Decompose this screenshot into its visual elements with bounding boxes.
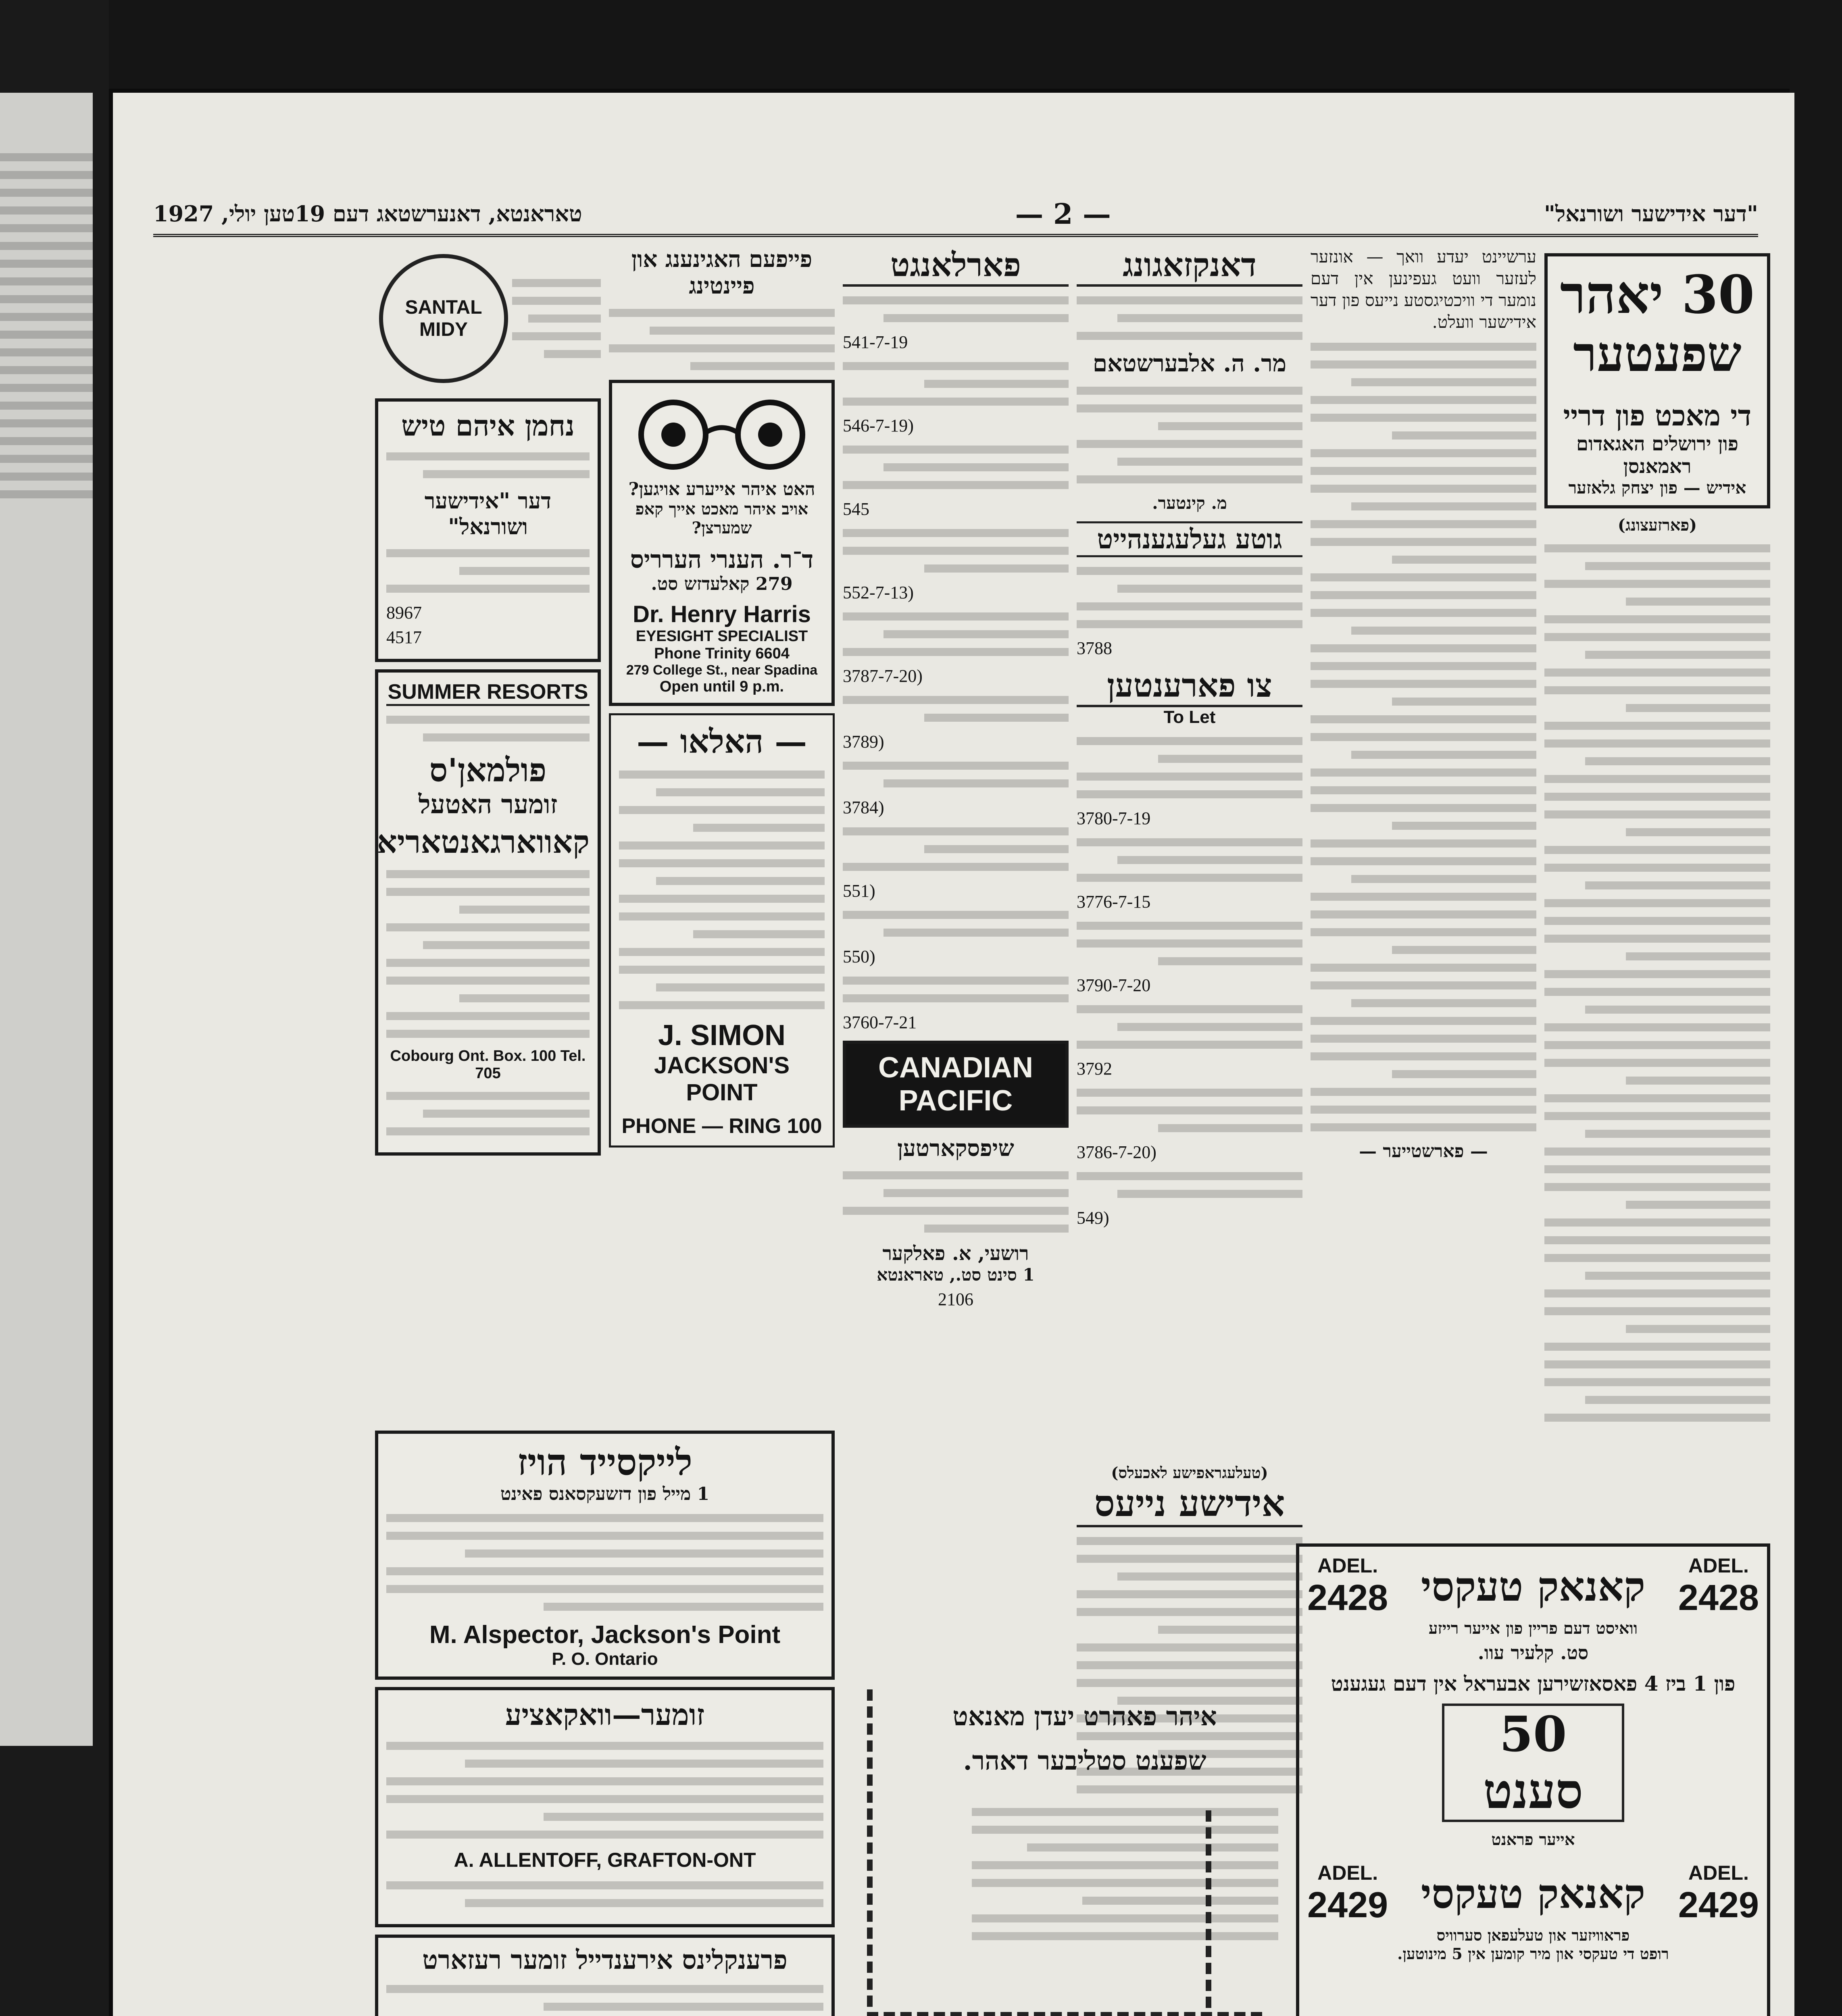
doctor-title: EYESIGHT SPECIALIST [636,628,808,645]
simon-phone: PHONE — RING 100 [621,1114,822,1138]
ad-phone: 3786-7-20) [1077,1142,1156,1162]
doctor-address-heb: 279 קאלעדזש סט. [651,574,793,594]
ad-phone: 3792 [1077,1059,1112,1079]
ad-phone: 541-7-19 [843,332,908,352]
ad-phone: 3788 [1077,638,1112,658]
ad-phone: 3790-7-20 [1077,975,1151,995]
summer-vacation-ad [375,1687,835,1927]
hello-title: — האלאו — [636,723,807,760]
santal-midy-logo [379,254,508,383]
taxi-address: סט. קלעיר עוו. [1477,1642,1589,1664]
cross-ad-line-2: שפענט סטליבער דאהר. [963,1746,1206,1776]
summer-resorts-heading: SUMMER RESORTS [386,680,590,706]
kawartha-title: קאווארגאנטאריא [377,824,590,860]
taxi-ad-box [1296,1543,1770,2016]
taxi-title-1: קאנאק טעקסי [1421,1562,1646,1610]
anniversary-years: 30 יאהר [1560,264,1755,325]
alspector-po: P. O. Ontario [552,1649,658,1669]
eye-doctor-ad [609,380,835,706]
ad-phone: 549) [1077,1208,1109,1228]
thanks-heading: דאנקזאגונג [1077,246,1302,287]
adel-label-right-bottom: ADEL. [1688,1862,1749,1884]
anniversary-box [1544,253,1770,508]
summer-hotel: זומער האטעל [418,789,558,820]
logo-text-1: SANTAL [405,297,482,318]
play-title: די מאכט פון דריי [1563,399,1752,432]
column-4 [843,246,1069,1738]
summer-resorts-box [375,669,601,1156]
taxi-fare-cents: 50 סענט [1442,1704,1624,1822]
editorial-body: ערשיינט יעדע וואך — אונזער לעזער וועט געפינען אין דעם נומער די וויכטיגסטע נייעס פון דער אידישער וועלט. [1311,247,1536,332]
ad-phone: 550) [843,947,875,966]
header-dateline: טאראנטא, דאנערשטאג דעם 19טען יולי, 1927 [153,201,582,227]
doctor-name: Dr. Henry Harris [633,601,811,627]
ad-phone: 3787-7-20) [843,666,923,686]
taxi-footer: אייער פראנט [1491,1830,1575,1849]
franklin-ad [375,1935,835,2016]
cp-address: 1 סינט סט., טאראנטא [877,1265,1035,1285]
adel-number-right-bottom: 2429 [1678,1885,1759,1925]
serial-label: (פארזעצונג) [1617,516,1697,535]
bottom-left-ads [375,1423,835,2016]
cross-ad-line-1: איהר פאהרט יעדן מאנאט [952,1702,1217,1732]
lakeside-title: לייקסייד הויז [517,1441,692,1484]
ad-phone: 3789) [843,732,884,752]
to-let-subheading: To Let [1163,707,1216,727]
ad-phone: 3780-7-19 [1077,808,1151,828]
franklin-title: פרענקלינס אירענדייל זומער רעזארט [422,1945,788,1975]
film-left-edge [0,0,109,2016]
canadian-pacific-ad [843,1041,1069,1128]
eyeglasses-icon [629,394,815,475]
play-subtitle: פון ירושלים האגאדום ראמאנסן [1576,433,1738,478]
cp-phone: 2106 [938,1289,973,1309]
editorial-signature: — פארשטייער — [1359,1141,1488,1162]
pullman-title: פולמאן'ס [429,751,547,789]
eyes-answer: אויב איהר מאכט אייך קאפ שמערצן? [635,500,808,537]
adel-number-left-top: 2428 [1307,1578,1388,1618]
play-writer: אידיש — פון יצחק גלאזער [1568,478,1746,498]
yiddish-news-heading: אידישע נייעס [1077,1482,1302,1527]
lakeside-subtitle: 1 מייל פון דזשעקסאנס פאינט [500,1484,710,1504]
simon-name: J. SIMON [658,1019,786,1052]
newspaper-page [113,93,1794,2016]
taxi-fare-line: פון 1 ביז 4 פאסאזשירען אבעראל אין דעם געגענט [1331,1672,1736,1695]
journal-phone-2: 4517 [386,627,422,647]
journal-subscription-ad [375,398,601,662]
cross-border-ad [843,1665,1302,2016]
cp-agent: רושעי, א. פאלקער [882,1242,1029,1265]
thanks-name: מר. ה. אלבערשטאם [1092,350,1287,377]
cp-title: CANADIAN PACIFIC [878,1052,1033,1117]
cp-subtitle: שיפסקארטען [897,1135,1014,1162]
page-header [153,194,1758,237]
header-masthead: "דער אידישער ושורנאל" [1544,201,1758,227]
adel-label-right: ADEL. [1688,1554,1749,1577]
column-2 [1311,246,1536,1536]
simon-place: JACKSON'S POINT [654,1052,790,1106]
painting-heading: פייפעם האגינענג און פיינטינג [631,246,813,299]
wanted-heading: פארלאנגט [843,246,1069,287]
lakeside-ad [375,1431,835,1680]
nahum-title: נחמן איהם טיש [401,409,575,442]
header-page-number: — 2 — [1015,197,1111,231]
adel-label-left-bottom: ADEL. [1317,1862,1378,1884]
previous-page-fragment [0,93,93,1746]
journal-title: דער "אידישער ושורנאל" [424,488,552,539]
summer-vacation-title: זומער—וואקאציע [505,1697,705,1732]
ad-phone: 3784) [843,798,884,817]
doctor-street: 279 College St., near Spadina [626,662,818,678]
hello-ad [609,713,835,1148]
film-right-edge [1790,0,1842,2016]
eyes-question: האט איהר אייערע אויגען? [628,479,815,500]
alspector-name: M. Alspector, Jackson's Point [429,1621,781,1649]
taxi-subtitle-1: וואיסט דעם פריין פון אייער רייזע [1428,1619,1638,1638]
thanks-signature: מ. קינטער. [1152,493,1227,513]
allentoff-name: A. ALLENTOFF, GRAFTON-ONT [454,1849,756,1871]
column-5 [609,246,835,1496]
adel-number-left-bottom: 2429 [1307,1885,1388,1925]
opportunity-title: גוטע געלעגענהייט [1077,521,1302,557]
ad-phone: 551) [843,881,875,901]
ad-phone: 552-7-13) [843,583,914,602]
news-subheading: (טעלעגראפישע לאכעלס) [1111,1464,1268,1482]
ad-phone: 545 [843,499,869,519]
taxi-subtitle-2: פראוויזער און טעלעפאן סערוויס [1436,1926,1630,1944]
taxi-title-2: קאנאק טעקסי [1421,1870,1646,1918]
doctor-phone: Phone Trinity 6604 [654,645,790,662]
doctor-name-heb: ד־ר. הענרי הערריס [630,546,814,574]
taxi-note: רופט די טעקסי און מיר קומען אין 5 מינוטען. [1397,1945,1669,1963]
adel-label-left: ADEL. [1317,1554,1378,1577]
cobourg-address: Cobourg Ont. Box. 100 Tel. 705 [390,1048,586,1082]
journal-phone-1: 8967 [386,603,422,623]
anniversary-word: שפעטער [1573,326,1742,383]
logo-text-2: MIDY [419,319,468,340]
adel-number-right-top: 2428 [1678,1578,1759,1618]
ad-phone: 3776-7-15 [1077,892,1151,912]
film-top-edge [0,0,1842,89]
ad-phone: 546-7-19) [843,416,914,435]
doctor-hours: Open until 9 p.m. [659,678,784,695]
to-let-heading: צו פארענטען [1077,666,1302,707]
column-6 [375,246,601,1496]
ad-phone: 3760-7-21 [843,1012,917,1032]
